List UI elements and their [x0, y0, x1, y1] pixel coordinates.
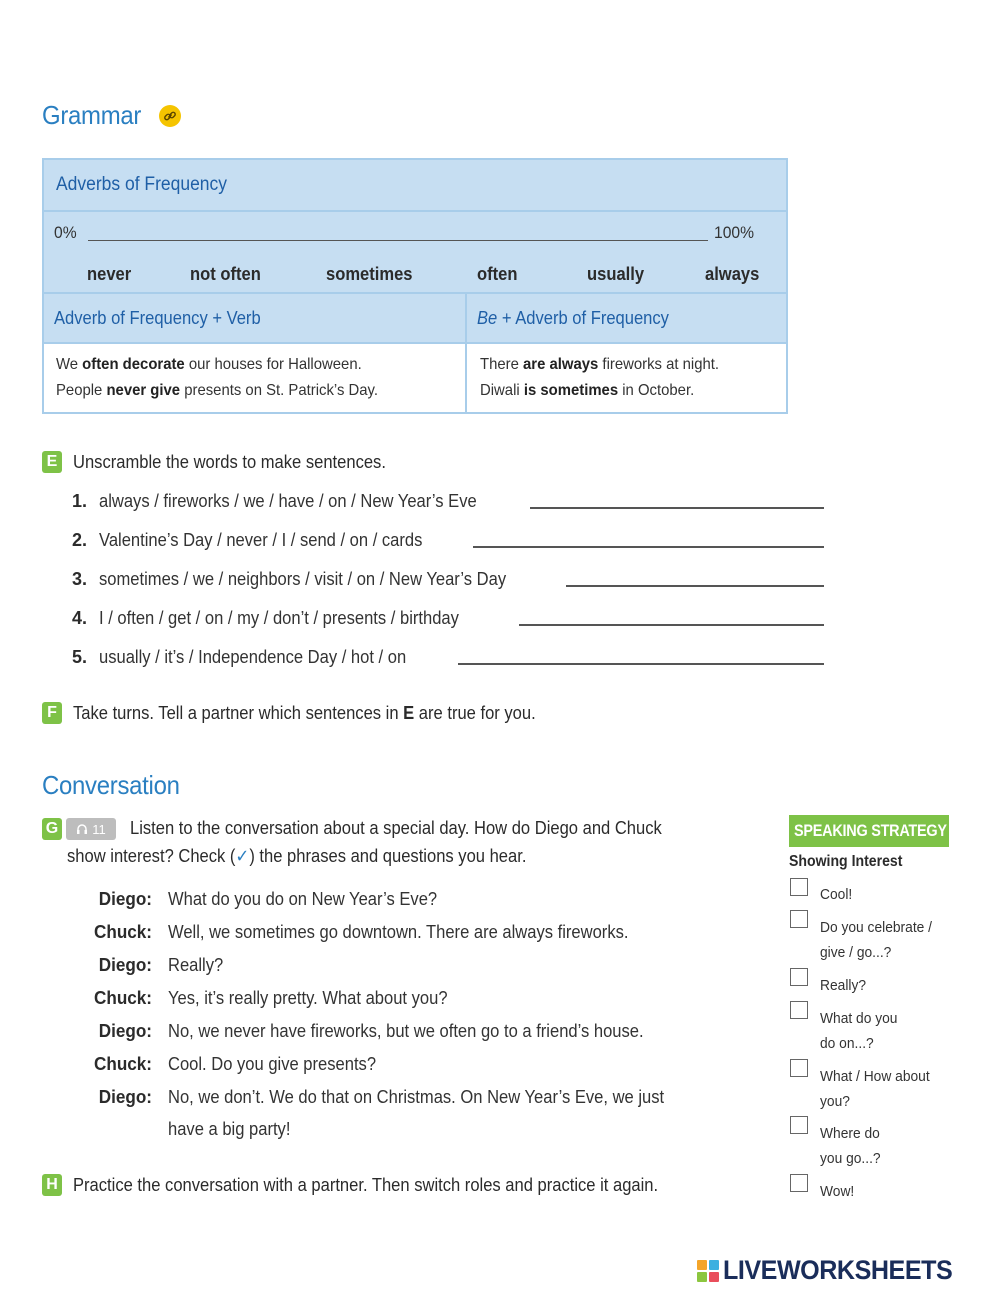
item-number: 3. [72, 569, 88, 589]
checkbox-wow[interactable] [790, 1174, 808, 1192]
speaker-name: Chuck: [94, 1054, 152, 1074]
logo-square [697, 1260, 707, 1270]
logo-square [697, 1272, 707, 1282]
item-number: 2. [72, 530, 88, 550]
check-mark-icon: ✓ [235, 846, 250, 866]
exercise-g-marker: G [42, 818, 62, 840]
answer-line-4[interactable] [519, 624, 824, 626]
strategy-phrase: What / How about you? [820, 1068, 930, 1110]
dialogue-line: Well, we sometimes go downtown. There are always fireworks. [168, 922, 629, 942]
scale-min-label: 0% [54, 223, 77, 242]
frequency-word: often [477, 264, 518, 284]
dialogue-line: Yes, it’s really pretty. What about you? [168, 988, 448, 1008]
right-column-header [467, 294, 786, 344]
audio-track-button[interactable] [66, 818, 116, 840]
exercise-f-instruction: Take turns. Tell a partner which sentences in E are true for you. [73, 703, 536, 723]
be-word: Be [477, 308, 498, 328]
strategy-phrase: Do you celebrate / give / go...? [820, 919, 933, 961]
grammar-table-header [44, 160, 786, 212]
left-column-title: Adverb of Frequency + Verb [54, 308, 261, 328]
checkbox-cool[interactable] [790, 878, 808, 896]
dialogue-line-continued: have a big party! [168, 1119, 291, 1139]
example-sentence: We often decorate our houses for Halloween. [56, 356, 362, 373]
checkbox-what-do-you-do-on[interactable] [790, 1001, 808, 1019]
exercise-h-marker: H [42, 1174, 62, 1196]
link-icon[interactable] [159, 105, 181, 127]
dialogue-line: No, we never have fireworks, but we often go to a friend’s house. [168, 1021, 644, 1041]
strategy-subtitle: Showing Interest [789, 853, 903, 870]
answer-line-1[interactable] [530, 507, 824, 509]
checkbox-really[interactable] [790, 968, 808, 986]
strategy-phrase: Really? [820, 977, 867, 994]
frequency-scale [44, 212, 786, 294]
dialogue-line: No, we don’t. We do that on Christmas. On New Year’s Eve, we just [168, 1087, 665, 1107]
speaker-name: Chuck: [94, 988, 152, 1008]
strategy-phrase: What do you do on...? [820, 1010, 898, 1052]
checkbox-what-how-about-you[interactable] [790, 1059, 808, 1077]
scrambled-words: Valentine’s Day / never / I / send / on / cards [99, 530, 423, 550]
scale-line [88, 240, 708, 241]
logo-square [709, 1272, 719, 1282]
speaker-name: Diego: [98, 1021, 152, 1041]
scrambled-words: I / often / get / on / my / don’t / presents / birthday [99, 608, 459, 628]
strategy-phrase: Cool! [820, 886, 853, 903]
scrambled-words: always / fireworks / we / have / on / New Year’s Eve [99, 491, 477, 511]
frequency-word: never [87, 264, 132, 284]
right-column-title [477, 308, 669, 329]
chain-link-icon [163, 109, 177, 123]
grammar-title: Grammar [42, 100, 142, 130]
frequency-word: usually [587, 264, 645, 284]
logo-grid-icon [697, 1260, 719, 1282]
item-number: 5. [72, 647, 88, 667]
item-number: 4. [72, 608, 88, 628]
speaker-name: Diego: [98, 889, 152, 909]
frequency-word: sometimes [326, 264, 413, 284]
checkbox-where-do-you-go[interactable] [790, 1116, 808, 1134]
speaker-name: Chuck: [94, 922, 152, 942]
exercise-f-marker: F [42, 702, 62, 724]
exercise-h-instruction: Practice the conversation with a partner. Then switch roles and practice it again. [73, 1175, 659, 1195]
scrambled-words: usually / it’s / Independence Day / hot / on [99, 647, 407, 667]
frequency-word: always [705, 264, 760, 284]
right-column-title-rest: + Adverb of Frequency [497, 308, 669, 328]
conversation-title: Conversation [42, 770, 180, 800]
scrambled-words: sometimes / we / neighbors / visit / on / New Year’s Day [99, 569, 507, 589]
audio-track-number: 11 [92, 821, 106, 837]
strategy-phrase: Where do you go...? [820, 1125, 881, 1167]
logo-text: LIVEWORKSHEETS [723, 1255, 953, 1285]
dialogue-line: Cool. Do you give presents? [168, 1054, 377, 1074]
checkbox-do-you-celebrate[interactable] [790, 910, 808, 928]
liveworksheets-logo[interactable] [697, 1255, 970, 1286]
answer-line-5[interactable] [458, 663, 824, 665]
frequency-word: not often [190, 264, 261, 284]
speaker-name: Diego: [98, 955, 152, 975]
dialogue-line: What do you do on New Year’s Eve? [168, 889, 438, 909]
scale-max-label: 100% [714, 223, 755, 242]
answer-line-2[interactable] [473, 546, 824, 548]
strategy-phrase: Wow! [820, 1183, 855, 1200]
example-sentence: Diwali is sometimes in October. [480, 382, 695, 399]
logo-square [709, 1260, 719, 1270]
column-divider [465, 294, 467, 412]
dialogue-line: Really? [168, 955, 224, 975]
exercise-e-marker: E [42, 451, 62, 473]
headphones-icon [76, 823, 88, 835]
exercise-g-instruction-line1: Listen to the conversation about a special day. How do Diego and Chuck [130, 818, 662, 838]
grammar-table [42, 158, 788, 414]
speaking-strategy-badge: SPEAKING STRATEGY [789, 815, 949, 847]
grammar-table-title: Adverbs of Frequency [56, 174, 228, 195]
left-column-header [44, 294, 465, 344]
speaker-name: Diego: [98, 1087, 152, 1107]
example-sentence: There are always fireworks at night. [480, 356, 720, 373]
example-sentence: People never give presents on St. Patrick’s Day. [56, 382, 379, 399]
exercise-g-instruction-line2: show interest? Check (✓) the phrases and questions you hear. [67, 846, 527, 866]
exercise-e-instruction: Unscramble the words to make sentences. [73, 452, 386, 472]
item-number: 1. [72, 491, 88, 511]
answer-line-3[interactable] [566, 585, 824, 587]
